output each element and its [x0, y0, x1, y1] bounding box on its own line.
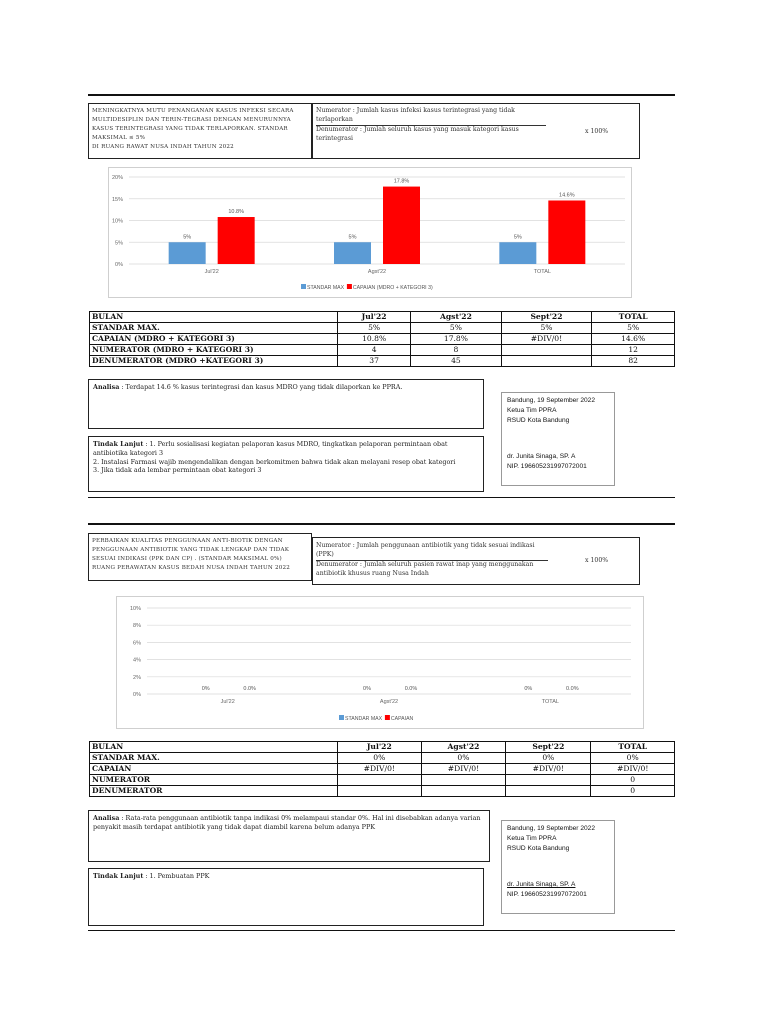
title-line: PENGGUNAAN ANTIBIOTIK YANG TIDAK LENGKAP DAN TIDAK	[92, 547, 290, 553]
analisa-box-1	[88, 379, 484, 429]
x-tick-label: TOTAL	[533, 269, 551, 275]
data-label: 0.0%	[566, 686, 579, 692]
table-header-cell: Jul'22	[338, 742, 422, 753]
legend-label: CAPAIAN	[390, 716, 414, 722]
table-cell: 0	[591, 786, 675, 797]
row-label: STANDAR MAX.	[90, 753, 338, 764]
sign-org: RSUD Kota Bandung	[507, 417, 570, 424]
table-header-cell: Agst'22	[421, 742, 506, 753]
table-row	[90, 786, 675, 797]
analisa-label-2: Analisa	[93, 814, 120, 822]
bar-chart-svg-2	[117, 597, 643, 728]
table-row	[90, 345, 675, 356]
table-header-cell: Sept'22	[506, 742, 591, 753]
legend-label: STANDAR MAX	[307, 285, 345, 291]
analisa-text-2: : Rata-rata penggunaan antibiotik tanpa indikasi 0% melampaui standar 0%. Hal ini disebabkan adanya varian penyakit masih terdapat antibiotik yang tidak dapat diambil karena belum adanya PPK	[93, 814, 481, 831]
table-header-cell: BULAN	[90, 742, 338, 753]
data-label: 5%	[513, 234, 522, 241]
legend-swatch	[301, 284, 306, 289]
analisa-text-1: : Terdapat 14.6 % kasus terintegrasi dan kasus MDRO yang tidak dilaporkan ke PPRA.	[119, 383, 403, 391]
table-header-cell: Jul'22	[338, 312, 411, 323]
table-cell: 10.8%	[338, 334, 411, 345]
row-label: NUMERATOR	[90, 775, 338, 786]
table-header-row	[90, 312, 675, 323]
table-cell: 12	[592, 345, 675, 356]
legend-swatch	[339, 715, 344, 720]
table-cell: 8	[411, 345, 501, 356]
tindak-label-2: Tindak Lanjut	[93, 872, 144, 880]
signature-box-2	[501, 820, 615, 914]
sign-place-date: Bandung, 19 September 2022	[507, 825, 595, 832]
sign-role: Ketua Tim PPRA	[507, 835, 557, 842]
table-cell: 5%	[411, 323, 501, 334]
y-tick-label: 0%	[115, 262, 123, 268]
table-cell: #DIV/0!	[506, 764, 591, 775]
y-tick-label: 8%	[133, 623, 141, 630]
table-cell	[501, 356, 592, 367]
table-row	[90, 323, 675, 334]
tindak-lanjut-box-2	[88, 868, 484, 926]
section-1-top-rule	[88, 94, 675, 96]
table-row	[90, 764, 675, 775]
data-label: 0%	[524, 686, 533, 692]
numerator-text-1: Numerator : Jumlah kasus infeksi kasus terintegrasi yang tidak terlaporkan	[316, 107, 546, 126]
table-cell: #DIV/0!	[501, 334, 592, 345]
bar-chart-2	[116, 596, 644, 729]
bar-capaian	[383, 187, 420, 264]
table-cell	[338, 786, 422, 797]
y-tick-label: 6%	[133, 640, 141, 647]
sign-nip: NIP. 196605231997072001	[507, 463, 587, 470]
row-label: CAPAIAN (MDRO + KATEGORI 3)	[90, 334, 338, 345]
legend-swatch	[385, 715, 390, 720]
table-header-row	[90, 742, 675, 753]
table-cell: #DIV/0!	[421, 764, 506, 775]
data-table-2	[89, 741, 675, 797]
table-cell: 37	[338, 356, 411, 367]
analisa-box-2	[88, 810, 490, 862]
tindak-label-1: Tindak Lanjut	[93, 440, 144, 448]
title-line: DI RUANG RAWAT NUSA INDAH TAHUN 2022	[92, 144, 234, 150]
indicator-title-box-2	[88, 533, 312, 581]
table-cell: 0%	[421, 753, 506, 764]
row-label: CAPAIAN	[90, 764, 338, 775]
table-row	[90, 356, 675, 367]
data-label: 14.6%	[559, 192, 575, 199]
indicator-title-box-1	[88, 103, 312, 159]
table-cell: 0%	[338, 753, 422, 764]
numerator-text-2: Numerator : Jumlah penggunaan antibiotik yang tidak sesuai indikasi (PPK)	[316, 542, 548, 561]
sign-name: dr. Junita Sinaga, SP. A	[507, 881, 576, 888]
y-tick-label: 2%	[133, 674, 141, 681]
y-tick-label: 10%	[129, 606, 141, 612]
table-row	[90, 753, 675, 764]
table-cell: 5%	[592, 323, 675, 334]
x-tick-label: TOTAL	[541, 699, 559, 705]
table-cell	[506, 786, 591, 797]
table-cell: #DIV/0!	[591, 764, 675, 775]
title-line: MENINGKATNYA MUTU PENANGANAN KASUS INFEKSI SECARA	[92, 108, 294, 114]
x-tick-label: Jul'22	[204, 269, 219, 275]
denumerator-text-1: Denumerator : Jumlah seluruh kasus yang masuk kategori kasus terintegrasi	[316, 126, 519, 142]
indicator-title-2	[89, 534, 311, 576]
sign-role: Ketua Tim PPRA	[507, 407, 557, 414]
title-line: MULTIDESIPLIN DAN TERIN-TEGRASI DENGAN MENURUNNYA	[92, 117, 291, 123]
table-row	[90, 334, 675, 345]
table-cell	[338, 775, 422, 786]
multiplier-1: x 100%	[585, 128, 609, 135]
row-label: STANDAR MAX.	[90, 323, 338, 334]
data-label: 0.0%	[243, 686, 256, 692]
bar-chart-1	[108, 167, 632, 298]
row-label: DENUMERATOR	[90, 786, 338, 797]
y-tick-label: 20%	[111, 175, 123, 181]
table-cell: 5%	[338, 323, 411, 334]
formula-box-2	[312, 537, 640, 585]
table-cell	[506, 775, 591, 786]
data-label: 0.0%	[404, 686, 418, 692]
legend-label: STANDAR MAX	[345, 716, 383, 722]
title-line: MAKSIMAL ≤ 5%	[92, 135, 146, 141]
table-cell: 0%	[506, 753, 591, 764]
table-header-cell: Sept'22	[501, 312, 592, 323]
table-header-cell: TOTAL	[592, 312, 675, 323]
sign-org: RSUD Kota Bandung	[507, 845, 570, 852]
section-1-bottom-rule	[88, 497, 675, 498]
tindak-line-2: 2. Instalasi Farmasi wajib mengendalikan dengan berkomitmen bahwa tidak akan melayani resep obat kategori	[93, 457, 456, 466]
table-cell: 17.8%	[411, 334, 501, 345]
y-tick-label: 10%	[111, 218, 123, 225]
tindak-line-1: : 1. Pembuatan PPK	[143, 872, 210, 880]
y-tick-label: 0%	[133, 692, 141, 698]
sign-place-date: Bandung, 19 September 2022	[507, 397, 595, 404]
bar-chart-svg-1	[109, 168, 631, 297]
y-tick-label: 4%	[133, 657, 141, 664]
bar-standar	[169, 242, 206, 264]
table-cell: 82	[592, 356, 675, 367]
formula-box-1	[312, 103, 640, 159]
title-line: KASUS TERINTEGRASI YANG TIDAK TERLAPORKAN. STANDAR	[92, 126, 288, 132]
data-label: 17.8%	[393, 178, 410, 185]
section-2-top-rule	[88, 523, 675, 525]
table-cell	[421, 775, 506, 786]
sign-name: dr. Junita Sinaga, SP. A	[507, 453, 576, 460]
table-cell: #DIV/0!	[338, 764, 422, 775]
section-2-bottom-rule	[88, 930, 675, 931]
data-label: 10.8%	[228, 209, 244, 216]
x-tick-label: Agst'22	[367, 269, 387, 275]
tindak-lanjut-box-1	[88, 436, 484, 492]
data-label: 5%	[348, 234, 357, 241]
table-cell: 5%	[501, 323, 592, 334]
legend-label: CAPAIAN (MDRO + KATEGORI 3)	[352, 285, 433, 291]
y-tick-label: 15%	[111, 196, 123, 203]
legend-swatch	[347, 284, 352, 289]
title-line: PERBAIKAN KUALITAS PENGGUNAAN ANTI-BIOTIK DENGAN	[92, 538, 283, 544]
x-tick-label: Jul'22	[220, 699, 235, 705]
data-label: 5%	[183, 234, 192, 241]
table-cell: 0	[591, 775, 675, 786]
bar-capaian	[218, 217, 255, 264]
data-label: 0%	[201, 686, 210, 692]
table-cell: 4	[338, 345, 411, 356]
table-header-cell: Agst'22	[411, 312, 501, 323]
x-tick-label: Agst'22	[379, 699, 399, 705]
table-cell	[501, 345, 592, 356]
table-cell: 14.6%	[592, 334, 675, 345]
bar-standar	[499, 242, 536, 264]
analisa-label-1: Analisa	[93, 383, 120, 391]
table-header-cell: TOTAL	[591, 742, 675, 753]
data-label: 0%	[363, 686, 371, 692]
tindak-line-1: : 1. Perlu sosialisasi kegiatan pelaporan kasus MDRO, tingkatkan pelaporan permintaan obat antibiotika kategori 3	[93, 440, 448, 457]
row-label: DENUMERATOR (MDRO +KATEGORI 3)	[90, 356, 338, 367]
denumerator-text-2: Denumerator : Jumlah seluruh pasien rawat inap yang menggunakan antibiotik khusus ruang Nusa Indah	[316, 561, 534, 577]
y-tick-label: 5%	[115, 240, 123, 247]
signature-box-1	[501, 392, 615, 486]
table-cell: 45	[411, 356, 501, 367]
title-line: RUANG PERAWATAN KASUS BEDAH NUSA INDAH TAHUN 2022	[92, 565, 290, 571]
bar-capaian	[548, 200, 585, 264]
table-header-cell: BULAN	[90, 312, 338, 323]
sign-nip: NIP. 196605231997072001	[507, 891, 587, 898]
data-table-1	[89, 311, 675, 367]
tindak-line-3: 3. Jika tidak ada lembar permintaan obat kategori 3	[93, 466, 262, 475]
table-cell: 0%	[591, 753, 675, 764]
table-row	[90, 775, 675, 786]
table-cell	[421, 786, 506, 797]
title-line: SESUAI INDIKASI (PPK DAN CP) . (STANDAR MAKSIMAL 0%)	[92, 556, 282, 562]
indicator-title-1	[89, 104, 311, 155]
row-label: NUMERATOR (MDRO + KATEGORI 3)	[90, 345, 338, 356]
multiplier-2: x 100%	[585, 557, 609, 564]
bar-standar	[334, 242, 371, 264]
